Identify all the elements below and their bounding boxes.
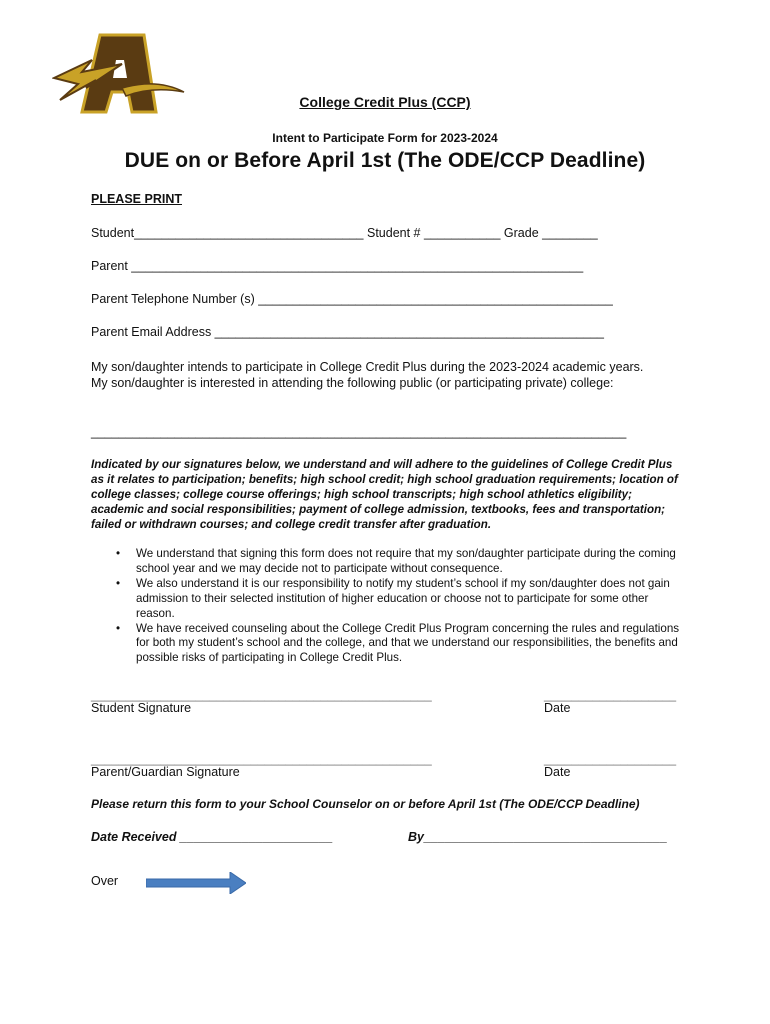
- parent-date-line[interactable]: ___________________: [544, 752, 677, 766]
- agreement-statement: Indicated by our signatures below, we understand and will adhere to the guidelines of College Credit Plus as it relates to participation; benefits; high school credit; high school graduation requirements; location of college classes; college course offerings; high school transcripts; high school athletics eligibility; academic and social responsibilities; payment of college admission, textbooks, fees and transportation; failed or withdrawn courses; and college credit transfer after graduation.: [91, 458, 678, 531]
- deadline-heading: DUE on or Before April 1st (The ODE/CCP Deadline): [124, 149, 646, 172]
- student-date-line[interactable]: ___________________: [544, 688, 677, 702]
- list-item: • We have received counseling about the College Credit Plus Program concerning the rules and regulations for both my student’s school and the college, and that we understand our responsibilities, the benefits and possible risks of participating in College Credit Plus.: [116, 621, 680, 665]
- intent-paragraph: My son/daughter intends to participate in College Credit Plus during the 2023-2024 academic years. My son/daughter is interested in attending the following public (or participating private) college:: [91, 360, 644, 390]
- return-instructions: Please return this form to your School Counselor on or before April 1st (The ODE/CCP Deadline): [91, 797, 640, 811]
- parent-name-line[interactable]: Parent _________________________________________________________________: [91, 259, 584, 273]
- parent-phone-line[interactable]: Parent Telephone Number (s) ___________________________________________________: [91, 292, 613, 306]
- parent-email-line[interactable]: Parent Email Address ________________________________________________________: [91, 325, 604, 339]
- form-subtitle: Intent to Participate Form for 2023-2024: [272, 131, 498, 145]
- student-date-label: Date: [544, 701, 571, 715]
- list-item: • We understand that signing this form does not require that my son/daughter participate during the coming school year and we may decide not to participate without consequence.: [116, 547, 676, 575]
- received-by-field[interactable]: By___________________________________: [408, 830, 668, 844]
- over-label: Over: [91, 874, 119, 888]
- student-info-line[interactable]: Student_________________________________ Student # ___________ Grade ________: [91, 226, 598, 240]
- student-signature-label: Student Signature: [91, 701, 192, 715]
- list-item: • We also understand it is our responsibility to notify my student’s school if my son/daughter does not gain admission to their selected institution of higher education or choose not to participate for some other reason.: [116, 576, 670, 620]
- agreement-bullet-list: [116, 547, 686, 666]
- parent-signature-line[interactable]: _________________________________________________: [91, 752, 432, 766]
- please-print-label: PLEASE PRINT: [91, 192, 182, 206]
- parent-date-label: Date: [544, 765, 571, 779]
- bullet-icon: •: [116, 621, 121, 635]
- date-received-field[interactable]: Date Received ______________________: [91, 830, 333, 844]
- bullet-icon: •: [116, 576, 121, 590]
- college-name-line[interactable]: _____________________________________________________________________________: [91, 425, 627, 439]
- form-title: College Credit Plus (CCP): [299, 94, 471, 110]
- parent-signature-label: Parent/Guardian Signature: [91, 765, 240, 779]
- bullet-icon: •: [116, 547, 121, 560]
- student-signature-line[interactable]: _________________________________________________: [91, 688, 432, 702]
- arrow-right-icon: [146, 872, 246, 894]
